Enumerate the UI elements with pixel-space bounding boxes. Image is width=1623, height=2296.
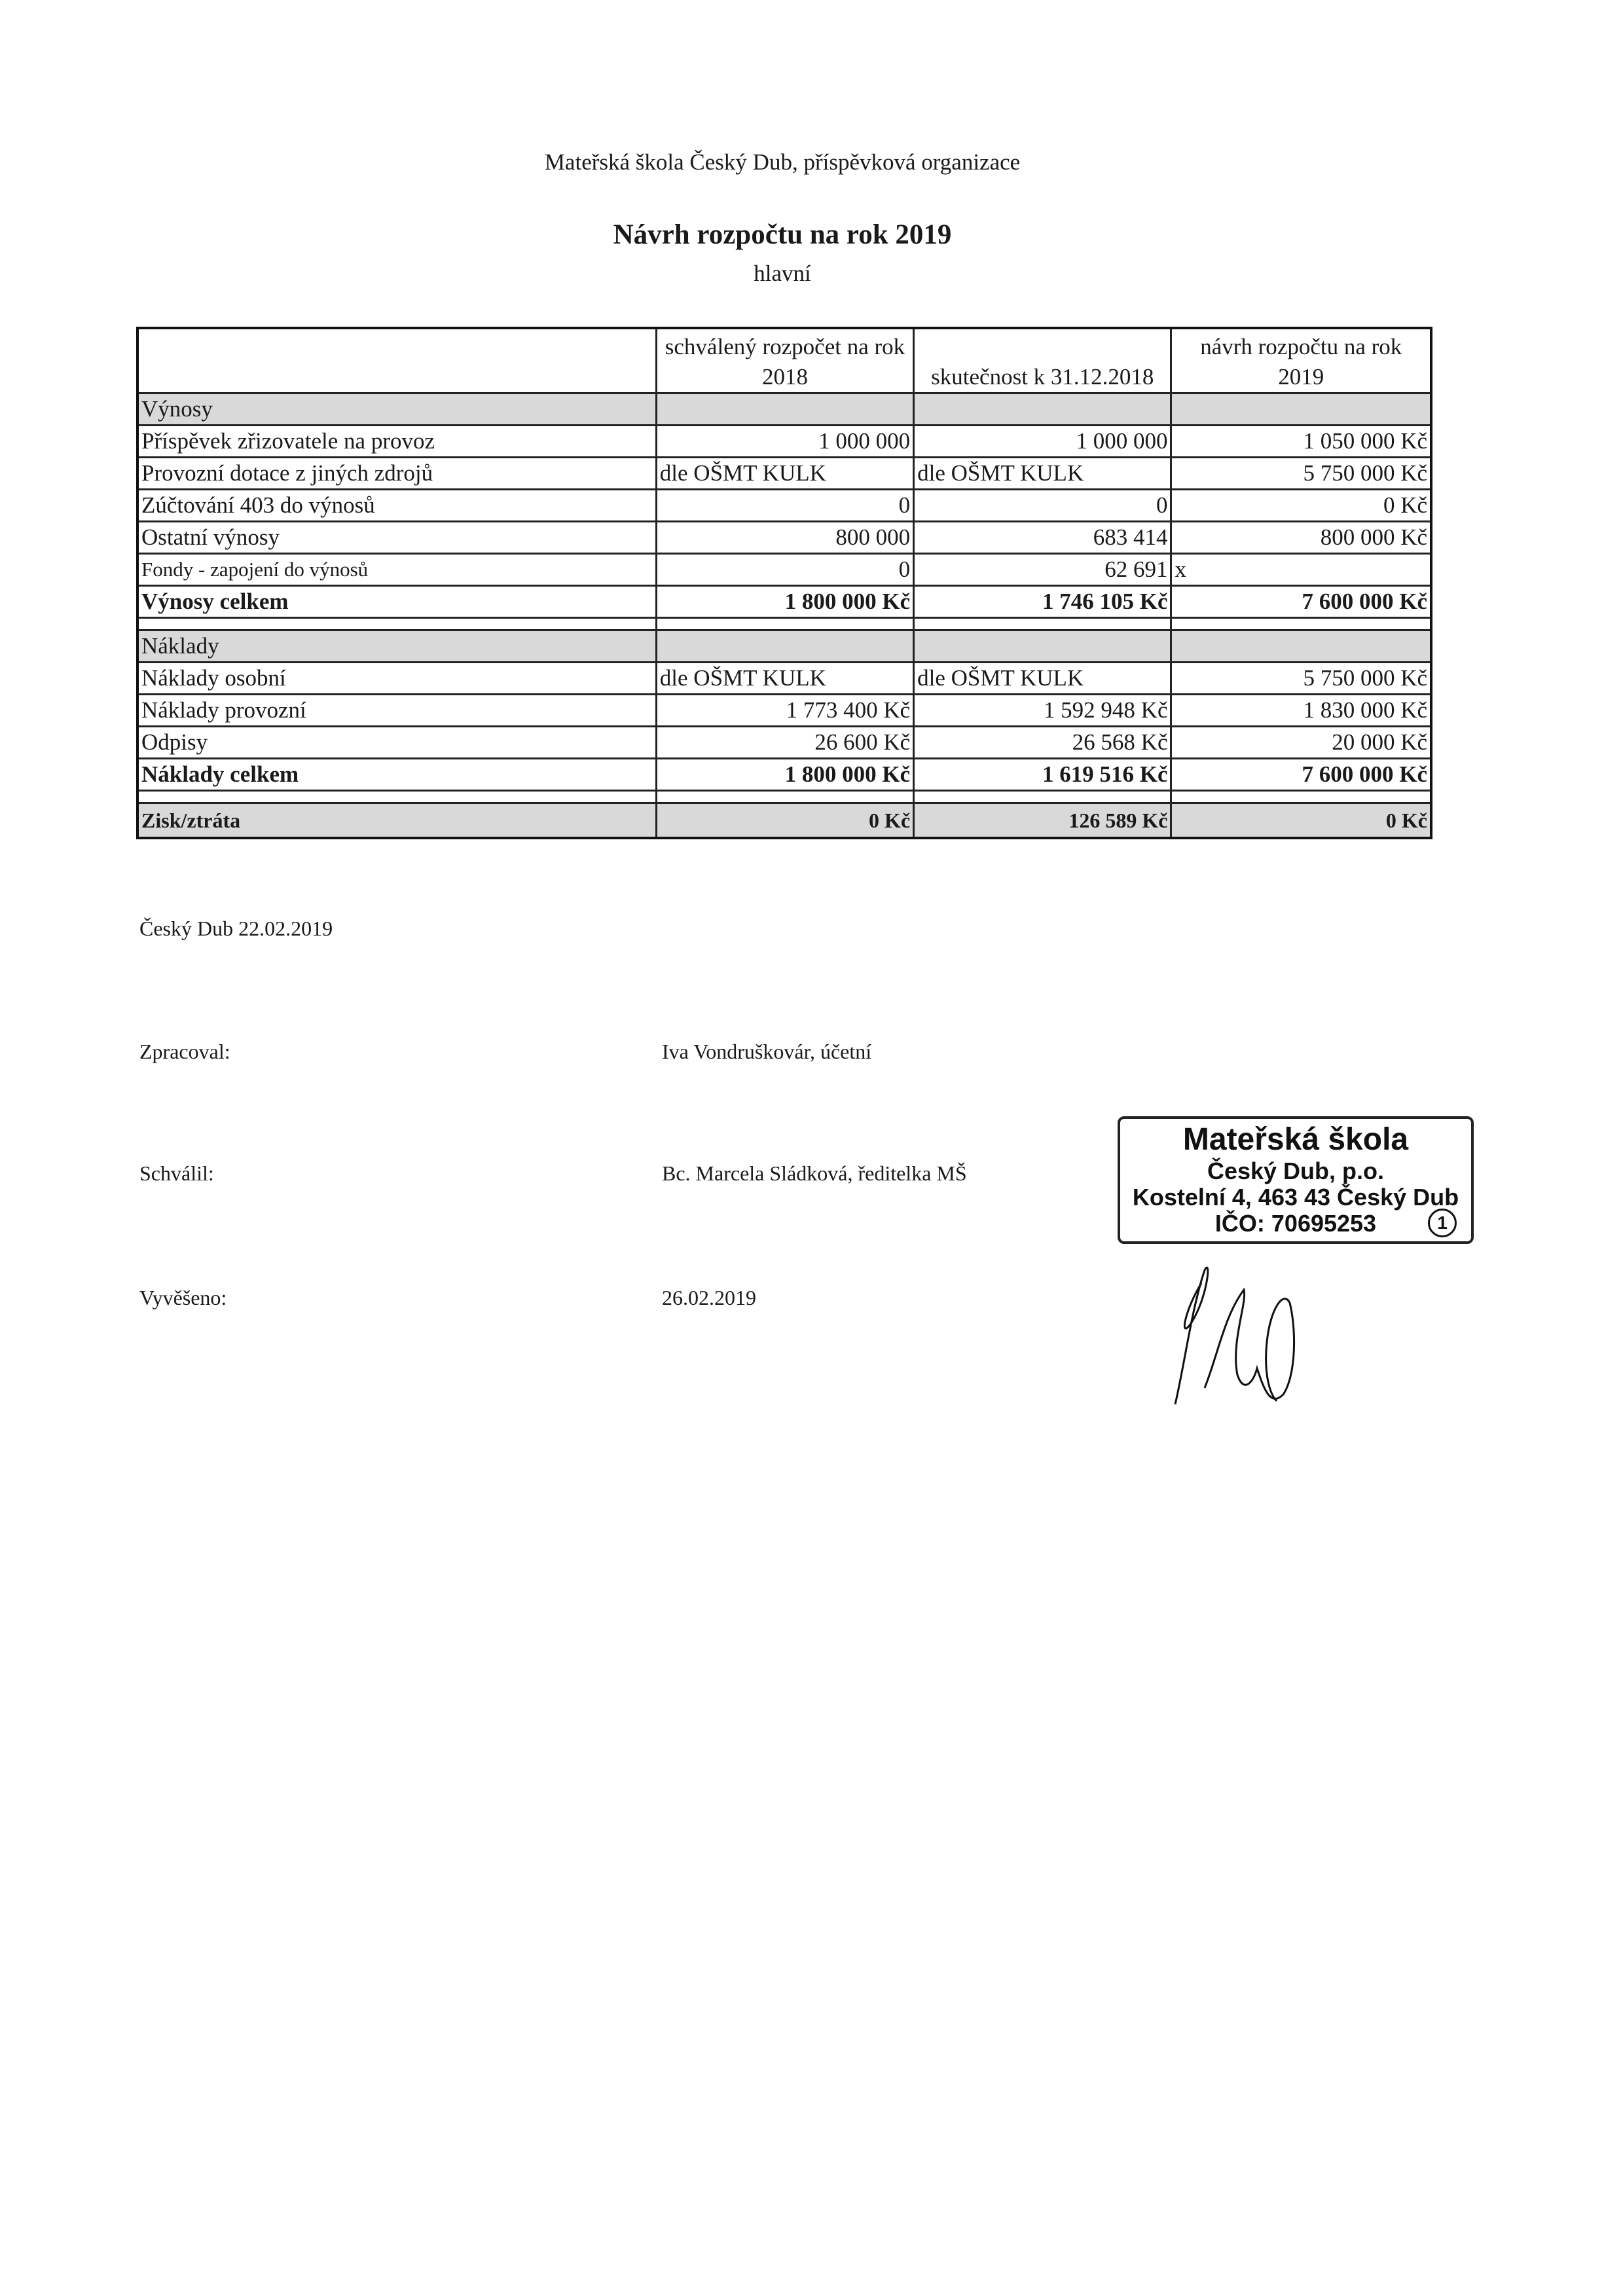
- cell-value: dle OŠMT KULK: [914, 458, 1171, 490]
- approved-value: Bc. Marcela Sládková, ředitelka MŠ: [662, 1161, 967, 1185]
- prepared-value: Iva Vondruškovár, účetní: [662, 1040, 872, 1063]
- cell-value: [656, 393, 913, 426]
- cell-value: 7 600 000 Kč: [1171, 759, 1431, 791]
- column-header-actual-2018: skutečnost k 31.12.2018: [914, 328, 1171, 393]
- row-label: Zúčtování 403 do výnosů: [137, 490, 656, 522]
- official-stamp: [1118, 1116, 1474, 1244]
- cell-value: [1171, 630, 1431, 663]
- spacer-row: [137, 791, 1431, 803]
- cell-value: [656, 791, 913, 803]
- row-label: Náklady provozní: [137, 695, 656, 727]
- cell-value: 1 592 948 Kč: [914, 695, 1171, 727]
- cell-value: 126 589 Kč: [914, 803, 1171, 839]
- cell-value: 1 000 000: [914, 426, 1171, 458]
- cell-value: 0 Kč: [1171, 490, 1431, 522]
- table-row: [137, 522, 1431, 554]
- row-label: Náklady celkem: [137, 759, 656, 791]
- table-row: [137, 727, 1431, 759]
- cell-value: [656, 630, 913, 663]
- document-title: Návrh rozpočtu na rok 2019: [613, 219, 952, 250]
- table-row: [137, 554, 1431, 586]
- total-row: [137, 586, 1431, 618]
- cell-value: 1 050 000 Kč: [1171, 426, 1431, 458]
- stamp-line-2: Český Dub, p.o.: [1207, 1157, 1385, 1184]
- stamp-line-1: Mateřská škola: [1182, 1122, 1409, 1157]
- cell-value: [914, 791, 1171, 803]
- signature: [1139, 1231, 1336, 1427]
- cell-value: 7 600 000 Kč: [1171, 586, 1431, 618]
- posted-value: 26.02.2019: [662, 1286, 756, 1309]
- section-row: [137, 630, 1431, 663]
- row-label: [137, 791, 656, 803]
- cell-value: [914, 393, 1171, 426]
- table-row: [137, 490, 1431, 522]
- posted-label: Vyvěšeno:: [139, 1286, 227, 1309]
- cell-value: 5 750 000 Kč: [1171, 663, 1431, 695]
- row-label: Ostatní výnosy: [137, 522, 656, 554]
- prepared-label: Zpracoval:: [139, 1040, 230, 1063]
- row-label: Příspěvek zřizovatele na provoz: [137, 426, 656, 458]
- cell-value: 0: [656, 554, 913, 586]
- cell-value: [1171, 618, 1431, 630]
- table-row: [137, 426, 1431, 458]
- column-header: [137, 328, 656, 393]
- column-header-approved-2018: schválený rozpočet na rok 2018: [656, 328, 913, 393]
- cell-value: 1 800 000 Kč: [656, 586, 913, 618]
- column-header-proposal-2019: návrh rozpočtu na rok 2019: [1171, 328, 1431, 393]
- row-label: Výnosy celkem: [137, 586, 656, 618]
- cell-value: 26 600 Kč: [656, 727, 913, 759]
- profit-loss-row: [137, 803, 1431, 839]
- cell-value: [914, 630, 1171, 663]
- cell-value: 800 000 Kč: [1171, 522, 1431, 554]
- row-label: Odpisy: [137, 727, 656, 759]
- cell-value: x: [1171, 554, 1431, 586]
- organization-name: Mateřská škola Český Dub, příspěvková organizace: [544, 149, 1021, 175]
- row-label: Výnosy: [137, 393, 656, 426]
- cell-value: dle OŠMT KULK: [656, 663, 913, 695]
- cell-value: 0: [656, 490, 913, 522]
- spacer-row: [137, 618, 1431, 630]
- table-row: [137, 663, 1431, 695]
- cell-value: 20 000 Kč: [1171, 727, 1431, 759]
- budget-table: [136, 327, 1432, 839]
- row-label: Zisk/ztráta: [137, 803, 656, 839]
- cell-value: [914, 618, 1171, 630]
- table-row: [137, 458, 1431, 490]
- approved-label: Schválil:: [139, 1161, 214, 1185]
- row-label: Fondy - zapojení do výnosů: [137, 554, 656, 586]
- cell-value: 1 746 105 Kč: [914, 586, 1171, 618]
- row-label: Náklady: [137, 630, 656, 663]
- cell-value: 26 568 Kč: [914, 727, 1171, 759]
- section-row: [137, 393, 1431, 426]
- row-label: Provozní dotace z jiných zdrojů: [137, 458, 656, 490]
- cell-value: [656, 618, 913, 630]
- stamp-line-4: IČO: 70695253: [1214, 1210, 1377, 1237]
- cell-value: 0: [914, 490, 1171, 522]
- document-subtitle: hlavní: [754, 261, 811, 286]
- row-label: Náklady osobní: [137, 663, 656, 695]
- cell-value: 0 Kč: [656, 803, 913, 839]
- place-date: Český Dub 22.02.2019: [139, 917, 333, 940]
- row-label: [137, 618, 656, 630]
- stamp-line-3: Kostelní 4, 463 43 Český Dub: [1132, 1184, 1459, 1211]
- cell-value: dle OŠMT KULK: [656, 458, 913, 490]
- total-row: [137, 759, 1431, 791]
- cell-value: 62 691: [914, 554, 1171, 586]
- cell-value: 0 Kč: [1171, 803, 1431, 839]
- cell-value: 1 619 516 Kč: [914, 759, 1171, 791]
- cell-value: 683 414: [914, 522, 1171, 554]
- cell-value: [1171, 393, 1431, 426]
- cell-value: 1 830 000 Kč: [1171, 695, 1431, 727]
- cell-value: [1171, 791, 1431, 803]
- cell-value: 1 773 400 Kč: [656, 695, 913, 727]
- cell-value: 800 000: [656, 522, 913, 554]
- cell-value: 1 800 000 Kč: [656, 759, 913, 791]
- stamp-number: 1: [1428, 1209, 1457, 1237]
- cell-value: 1 000 000: [656, 426, 913, 458]
- table-row: [137, 695, 1431, 727]
- cell-value: dle OŠMT KULK: [914, 663, 1171, 695]
- cell-value: 5 750 000 Kč: [1171, 458, 1431, 490]
- table-header-row: [137, 328, 1431, 393]
